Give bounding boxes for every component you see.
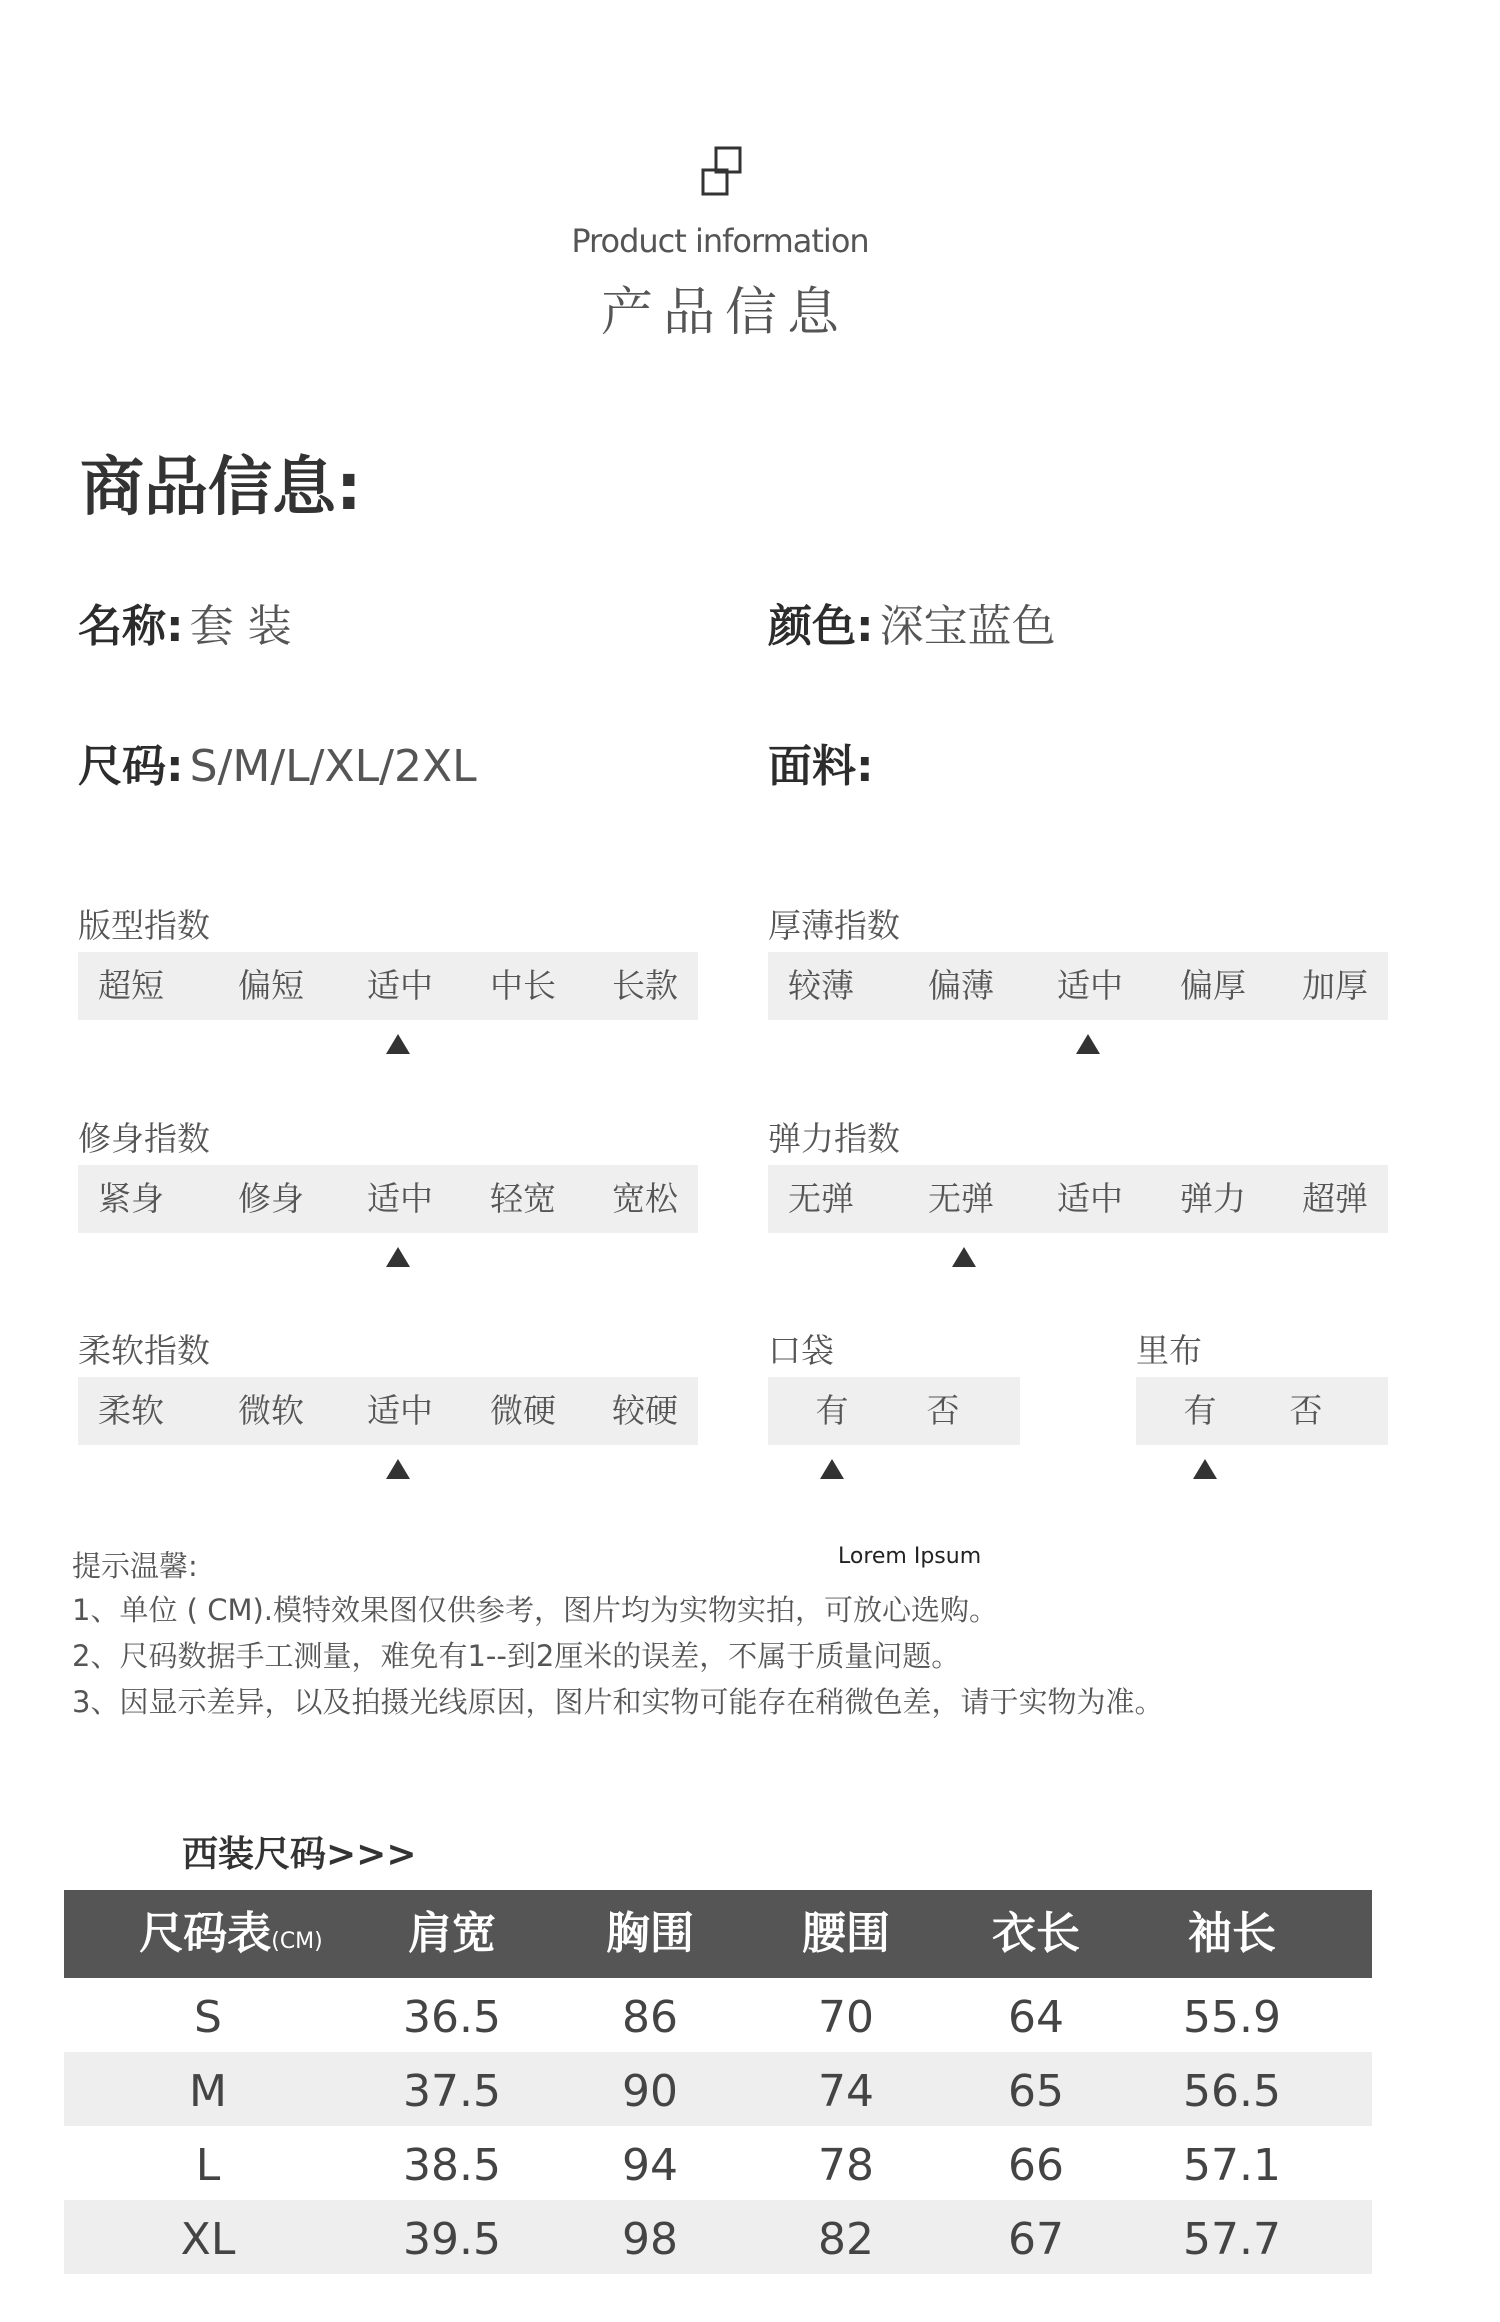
tip-item-3: 3、因显示差异，以及拍摄光线原因，图片和实物可能存在稍微色差，请于实物为准。 bbox=[72, 1685, 1164, 1719]
tips-title: 提示温馨: bbox=[72, 1549, 198, 1583]
index-bar-fit bbox=[78, 952, 698, 1020]
table-cell: 70 bbox=[818, 1992, 874, 2043]
index-option-thickness[interactable]: 较薄 bbox=[788, 966, 854, 1005]
table-cell: 39.5 bbox=[403, 2214, 501, 2265]
index-option-fit[interactable]: 中长 bbox=[490, 966, 556, 1005]
table-cell: 98 bbox=[622, 2214, 678, 2265]
selection-marker-icon bbox=[386, 1459, 410, 1479]
size-table-header bbox=[64, 1890, 1372, 1978]
index-bar-slim bbox=[78, 1165, 698, 1233]
tip-item-1: 1、单位 ( CM).模特效果图仅供参考，图片均为实物实拍，可放心选购。 bbox=[72, 1593, 999, 1627]
index-option-slim[interactable]: 适中 bbox=[367, 1179, 433, 1218]
index-option-fit[interactable]: 超短 bbox=[98, 966, 164, 1005]
index-bar-elastic bbox=[768, 1165, 1388, 1233]
index-option-soft[interactable]: 适中 bbox=[367, 1391, 433, 1430]
table-cell: 57.1 bbox=[1183, 2140, 1281, 2191]
header-chinese-title: 产品信息 bbox=[600, 283, 849, 343]
selection-marker-icon bbox=[1193, 1459, 1217, 1479]
table-cell: 57.7 bbox=[1183, 2214, 1281, 2265]
index-option-soft[interactable]: 较硬 bbox=[612, 1391, 678, 1430]
table-cell: 38.5 bbox=[403, 2140, 501, 2191]
index-option-elastic[interactable]: 适中 bbox=[1057, 1179, 1123, 1218]
size-table-title: 西装尺码>>> bbox=[182, 1834, 417, 1875]
copy-squares-icon bbox=[700, 146, 744, 196]
index-option-pocket[interactable]: 否 bbox=[926, 1391, 960, 1430]
table-cell: 67 bbox=[1008, 2214, 1064, 2265]
field-size-label: 尺码: bbox=[78, 741, 184, 792]
table-cell: 78 bbox=[818, 2140, 874, 2191]
index-option-lining[interactable]: 有 bbox=[1183, 1391, 1217, 1430]
index-label-lining: 里布 bbox=[1136, 1331, 1202, 1370]
table-row bbox=[64, 2126, 1372, 2200]
index-option-soft[interactable]: 微硬 bbox=[490, 1391, 556, 1430]
table-cell: 74 bbox=[818, 2066, 874, 2117]
index-option-slim[interactable]: 紧身 bbox=[98, 1179, 164, 1218]
tip-item-2: 2、尺码数据手工测量，难免有1--到2厘米的误差，不属于质量问题。 bbox=[72, 1639, 961, 1673]
header-english-title: Product information bbox=[571, 222, 869, 260]
table-cell: 94 bbox=[622, 2140, 678, 2191]
index-option-slim[interactable]: 修身 bbox=[238, 1179, 304, 1218]
table-cell: 82 bbox=[818, 2214, 874, 2265]
index-option-fit[interactable]: 长款 bbox=[612, 966, 678, 1005]
table-cell: 66 bbox=[1008, 2140, 1064, 2191]
field-name bbox=[78, 590, 292, 654]
size-table-header-label: 尺码表 bbox=[139, 1908, 272, 1959]
selection-marker-icon bbox=[952, 1247, 976, 1267]
table-cell: 55.9 bbox=[1183, 1992, 1281, 2043]
size-table-col-3: 腰围 bbox=[802, 1908, 890, 1959]
size-table-header-main bbox=[139, 1890, 323, 1978]
table-cell: L bbox=[195, 2140, 221, 2191]
index-label-fit: 版型指数 bbox=[78, 906, 210, 945]
index-option-thickness[interactable]: 加厚 bbox=[1302, 966, 1368, 1005]
index-option-thickness[interactable]: 偏薄 bbox=[928, 966, 994, 1005]
table-row bbox=[64, 1978, 1372, 2052]
index-label-slim: 修身指数 bbox=[78, 1119, 210, 1158]
index-bar-lining bbox=[1136, 1377, 1388, 1445]
index-option-elastic[interactable]: 弹力 bbox=[1180, 1179, 1246, 1218]
size-table-col-2: 胸围 bbox=[606, 1908, 694, 1959]
table-cell: S bbox=[194, 1992, 222, 2043]
size-table bbox=[64, 1890, 1372, 2274]
size-table-col-1: 肩宽 bbox=[408, 1908, 496, 1959]
index-label-thickness: 厚薄指数 bbox=[768, 906, 900, 945]
table-cell: M bbox=[189, 2066, 227, 2117]
field-name-value: 套 装 bbox=[189, 601, 292, 652]
size-table-header-unit: (CM) bbox=[271, 1929, 323, 1954]
index-label-pocket: 口袋 bbox=[768, 1331, 834, 1370]
field-color-value: 深宝蓝色 bbox=[879, 601, 1056, 652]
index-label-elastic: 弹力指数 bbox=[768, 1119, 900, 1158]
index-option-soft[interactable]: 柔软 bbox=[98, 1391, 164, 1430]
index-bar-pocket bbox=[768, 1377, 1020, 1445]
table-cell: 65 bbox=[1008, 2066, 1064, 2117]
field-color-label: 颜色: bbox=[768, 601, 874, 652]
index-option-slim[interactable]: 宽松 bbox=[612, 1179, 678, 1218]
field-fabric-label: 面料: bbox=[768, 741, 874, 792]
table-cell: 36.5 bbox=[403, 1992, 501, 2043]
lorem-text: Lorem Ipsum bbox=[838, 1544, 982, 1569]
field-name-label: 名称: bbox=[78, 601, 184, 652]
index-option-elastic[interactable]: 超弹 bbox=[1302, 1179, 1368, 1218]
table-cell: 90 bbox=[622, 2066, 678, 2117]
selection-marker-icon bbox=[386, 1034, 410, 1054]
index-option-soft[interactable]: 微软 bbox=[238, 1391, 304, 1430]
field-size bbox=[78, 730, 477, 794]
table-cell: XL bbox=[180, 2214, 236, 2265]
table-cell: 64 bbox=[1008, 1992, 1064, 2043]
table-cell: 37.5 bbox=[403, 2066, 501, 2117]
index-option-elastic[interactable]: 无弹 bbox=[788, 1179, 854, 1218]
size-table-body bbox=[64, 1978, 1372, 2274]
size-table-col-4: 衣长 bbox=[992, 1908, 1080, 1959]
size-table-col-5: 袖长 bbox=[1188, 1908, 1276, 1959]
index-option-elastic[interactable]: 无弹 bbox=[928, 1179, 994, 1218]
index-option-fit[interactable]: 适中 bbox=[367, 966, 433, 1005]
section-title: 商品信息: bbox=[80, 451, 362, 525]
index-option-slim[interactable]: 轻宽 bbox=[490, 1179, 556, 1218]
table-row bbox=[64, 2200, 1372, 2274]
index-label-soft: 柔软指数 bbox=[78, 1331, 210, 1370]
index-option-pocket[interactable]: 有 bbox=[815, 1391, 849, 1430]
field-size-value: S/M/L/XL/2XL bbox=[189, 741, 477, 792]
field-color bbox=[768, 590, 1056, 654]
index-option-thickness[interactable]: 适中 bbox=[1057, 966, 1123, 1005]
selection-marker-icon bbox=[386, 1247, 410, 1267]
index-option-lining[interactable]: 否 bbox=[1289, 1391, 1323, 1430]
field-fabric bbox=[768, 730, 880, 794]
selection-marker-icon bbox=[820, 1459, 844, 1479]
table-cell: 56.5 bbox=[1183, 2066, 1281, 2117]
table-cell: 86 bbox=[622, 1992, 678, 2043]
index-option-fit[interactable]: 偏短 bbox=[238, 966, 304, 1005]
selection-marker-icon bbox=[1076, 1034, 1100, 1054]
index-option-thickness[interactable]: 偏厚 bbox=[1180, 966, 1246, 1005]
table-row bbox=[64, 2052, 1372, 2126]
index-bar-soft bbox=[78, 1377, 698, 1445]
index-bar-thickness bbox=[768, 952, 1388, 1020]
